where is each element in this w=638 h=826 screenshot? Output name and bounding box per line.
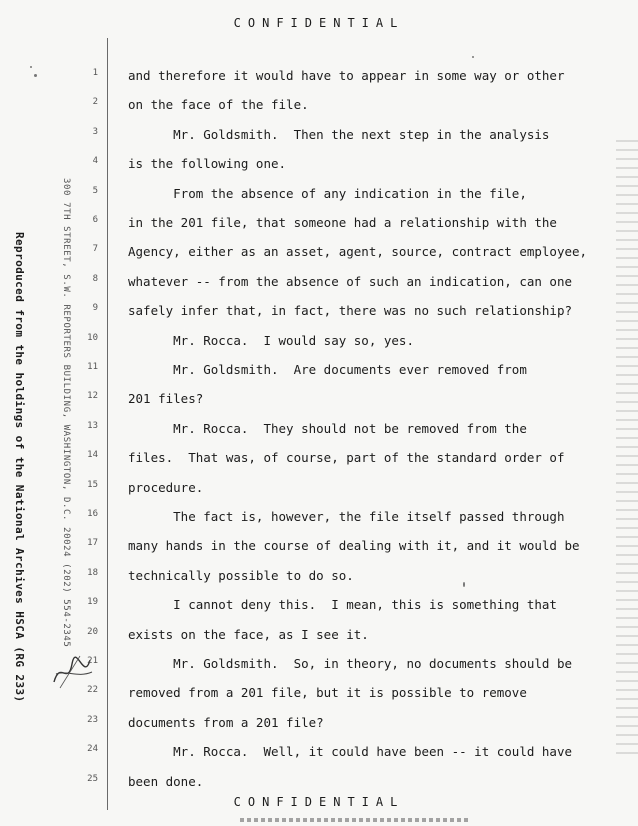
transcript-line: Mr. Rocca. They should not be removed from the [128,420,527,436]
confidential-header: CONFIDENTIAL [233,16,405,30]
transcript-line: exists on the face, as I see it. [128,626,369,642]
line-number: 6 [92,215,98,225]
scan-speck [30,66,32,68]
transcript-line: removed from a 201 file, but it is possible to remove [128,685,527,701]
line-number: 2 [92,97,98,108]
transcript-line: whatever -- from the absence of such an indication, can one [128,273,573,289]
line-number: 11 [87,362,98,372]
transcript-line: Mr. Goldsmith. So, in theory, no documents should be [128,656,573,671]
transcript-line: I cannot deny this. I mean, this is something that [128,597,557,613]
transcript-line: procedure. [128,479,204,495]
line-number: 4 [92,156,98,167]
line-number: 23 [87,714,98,725]
transcript-line: in the 201 file, that someone had a relationship with the [128,215,557,230]
line-number: 20 [87,626,98,637]
line-number: 8 [92,273,98,284]
line-number: 14 [87,450,98,461]
transcript-line: and therefore it would have to appear in some way or other [128,68,565,83]
archive-reproduction-note: Reproduced from the holdings of the National Archives HSCA (RG 233) [13,232,26,703]
line-number: 12 [87,391,98,402]
transcript-line: 201 files? [128,391,204,407]
left-margin-rule [107,38,108,810]
transcript-line: Mr. Rocca. Well, it could have been -- it could have [128,744,573,760]
line-number: 13 [87,420,98,431]
transcript-line: Mr. Rocca. I would say so, yes. [128,332,414,348]
confidential-footer: CONFIDENTIAL [233,795,405,809]
line-number: 7 [92,244,98,255]
line-number: 1 [92,68,98,78]
line-number: 3 [92,126,98,137]
cutoff-footer-text [240,818,470,822]
transcript-line: technically possible to do so. [128,567,354,583]
line-number: 22 [87,685,98,696]
transcript-line: Mr. Goldsmith. Are documents ever removed from [128,362,527,377]
line-number: 9 [92,303,98,314]
line-number: 10 [87,332,98,343]
line-number: 15 [87,479,98,490]
transcript-line: Mr. Goldsmith. Then the next step in the analysis [128,126,550,142]
line-number: 19 [87,597,98,608]
scan-speck [34,74,37,77]
transcript-line: documents from a 201 file? [128,714,324,730]
line-number: 25 [87,773,98,784]
transcript-line: files. That was, of course, part of the standard order of [128,450,565,466]
transcript-line: safely infer that, in fact, there was no such relationship? [128,303,573,319]
transcript-line: many hands in the course of dealing with it, and it would be [128,538,580,554]
line-number: 5 [92,185,98,196]
line-number: 18 [87,567,98,578]
line-number: 16 [87,509,98,519]
transcript-line: on the face of the file. [128,97,309,113]
reporter-stamp: 300 7TH STREET, S.W. REPORTERS BUILDING, WASHINGTON, D.C. 20024 (202) 554-2345 [61,178,71,648]
scan-speck [472,56,474,58]
line-number: 17 [87,538,98,549]
transcript-line: Agency, either as an asset, agent, source, contract employee, [128,244,588,260]
line-number: 21 [87,656,98,666]
line-number: 24 [87,744,98,755]
transcript-line: From the absence of any indication in the file, [128,185,527,201]
transcript-line: is the following one. [128,156,287,172]
transcript-line: The fact is, however, the file itself passed through [128,509,565,524]
scan-edge-artifact [616,140,638,760]
transcript-line: been done. [128,773,204,789]
scan-speck [463,582,465,587]
